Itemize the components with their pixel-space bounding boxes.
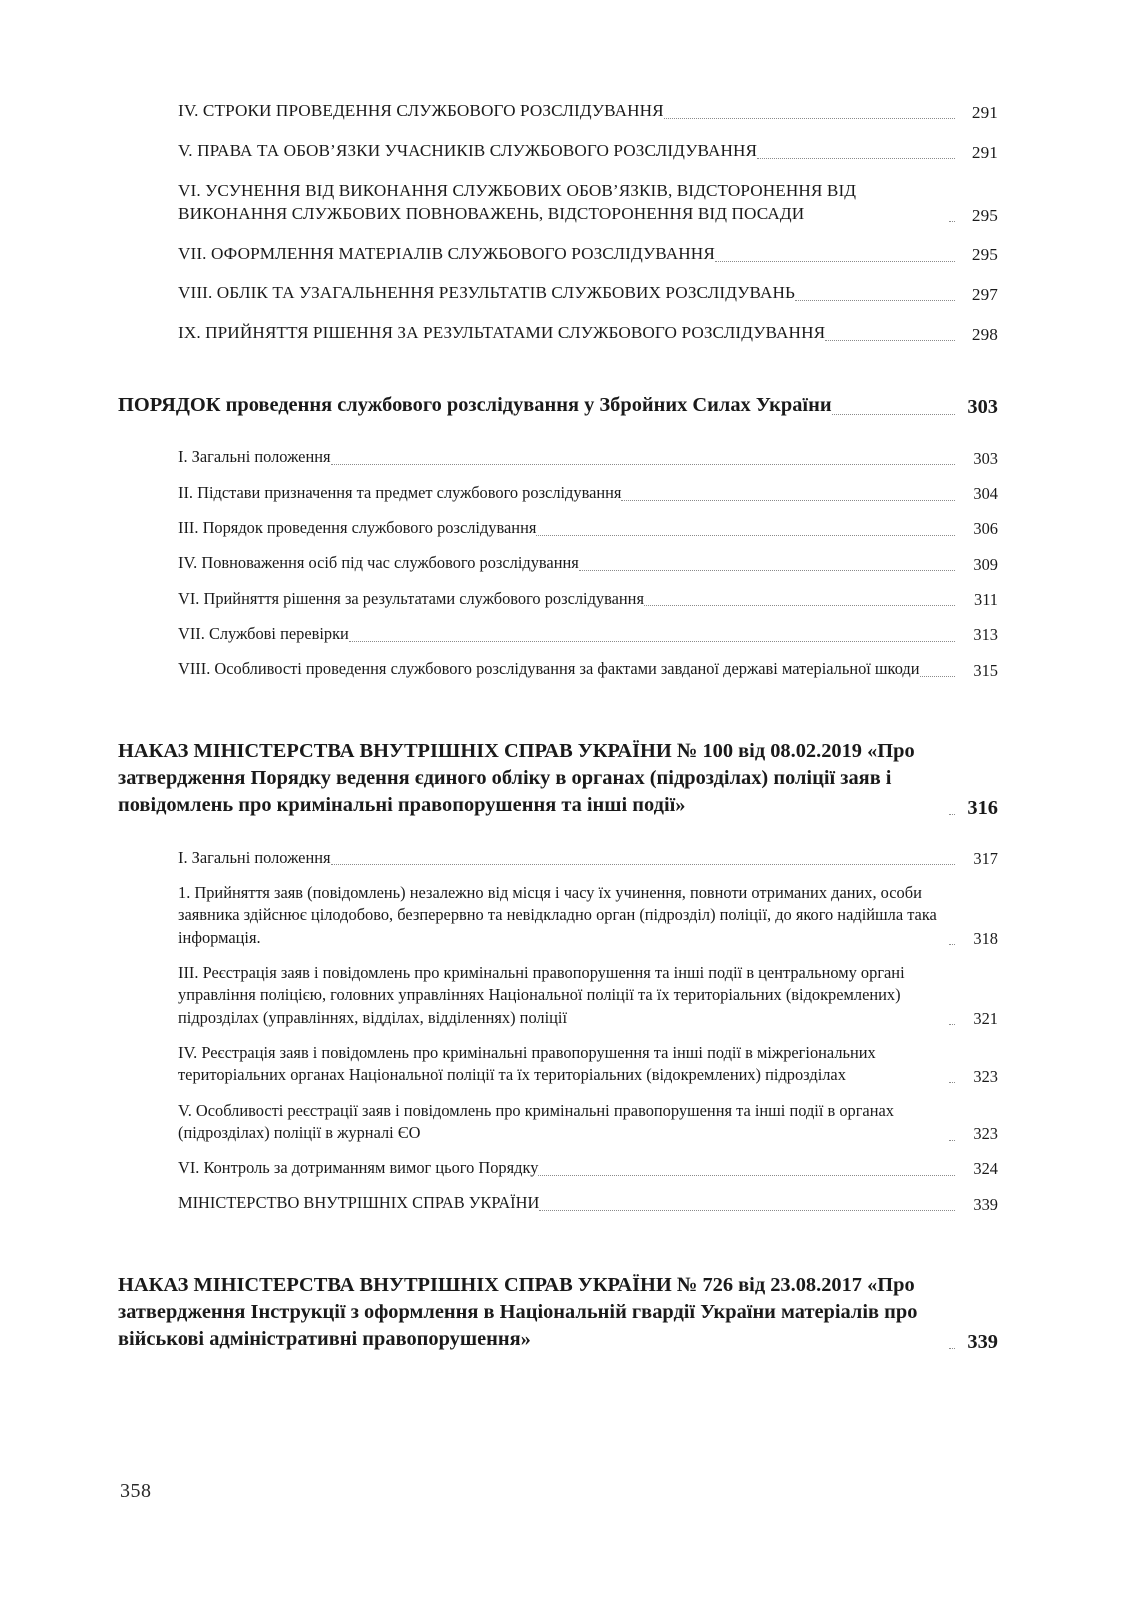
section-spacer bbox=[118, 694, 998, 738]
toc-entry-title: I. Загальні положення bbox=[178, 447, 331, 467]
toc-entry-title: V. Особливості реєстрації заяв і повідомлень про кримінальні правопорушення та інші події в органах (підрозділах) поліції в журналі ЄО bbox=[178, 1100, 894, 1142]
toc-entry-title: VI. УСУНЕННЯ ВІД ВИКОНАННЯ СЛУЖБОВИХ ОБОВ’ЯЗКІВ, ВІДСТОРОНЕННЯ ВІД ВИКОНАННЯ СЛУЖБОВИХ ПОВНОВАЖЕНЬ, ВІДСТОРОНЕННЯ ВІД ПОСАДИ bbox=[178, 180, 857, 223]
section-spacer bbox=[118, 833, 998, 847]
toc-entry[interactable] bbox=[178, 140, 998, 163]
dot-leader bbox=[331, 452, 955, 468]
toc-entry-title: VI. Прийняття рішення за результатами службового розслідування bbox=[178, 588, 644, 608]
toc-entry-page-number: 304 bbox=[973, 484, 998, 504]
toc-entry[interactable] bbox=[178, 243, 998, 266]
toc-entry-page-number: 321 bbox=[973, 1008, 998, 1028]
toc-entry-title: IV. СТРОКИ ПРОВЕДЕННЯ СЛУЖБОВОГО РОЗСЛІДУВАННЯ bbox=[178, 101, 664, 120]
toc-entry-page-number: 316 bbox=[967, 796, 998, 819]
toc-entry-title: IV. Повноваження осіб під час службового розслідування bbox=[178, 553, 579, 573]
toc-entry-title: IV. Реєстрація заяв і повідомлень про кримінальні правопорушення та інші події в міжрегіональних територіальних органах Національної поліції та їх територіальних (відокремлених) підрозділах bbox=[178, 1042, 876, 1085]
toc-entry-page-number: 311 bbox=[974, 590, 998, 610]
toc-entry[interactable] bbox=[178, 1192, 998, 1214]
section-spacer bbox=[118, 1228, 998, 1272]
dot-leader bbox=[757, 146, 955, 163]
toc-entry-title: VII. ОФОРМЛЕННЯ МАТЕРІАЛІВ СЛУЖБОВОГО РОЗСЛІДУВАННЯ bbox=[178, 243, 715, 263]
toc-entry-title: VI. Контроль за дотриманням вимог цього Порядку bbox=[178, 1158, 539, 1178]
toc-entry[interactable] bbox=[178, 588, 998, 610]
dot-leader bbox=[538, 1163, 955, 1179]
dot-leader bbox=[949, 933, 955, 949]
toc-entry[interactable] bbox=[178, 658, 998, 680]
toc-entry[interactable] bbox=[118, 738, 998, 820]
dot-leader bbox=[579, 558, 955, 574]
section-spacer bbox=[118, 362, 998, 392]
toc-entry[interactable] bbox=[178, 1157, 998, 1179]
dot-leader bbox=[644, 594, 955, 610]
toc-entry-page-number: 298 bbox=[971, 325, 998, 345]
toc-entry-page-number: 297 bbox=[971, 285, 998, 305]
toc-entry-title: IX. ПРИЙНЯТТЯ РІШЕННЯ ЗА РЕЗУЛЬТАТАМИ СЛУЖБОВОГО РОЗСЛІДУВАННЯ bbox=[178, 323, 826, 343]
dot-leader bbox=[331, 853, 955, 869]
toc-entry-page-number: 309 bbox=[973, 554, 998, 574]
table-of-contents bbox=[118, 100, 998, 1367]
dot-leader bbox=[621, 488, 955, 504]
toc-entry[interactable] bbox=[178, 552, 998, 574]
toc-entry-page-number: 339 bbox=[967, 1330, 998, 1353]
toc-entry-page-number: 306 bbox=[973, 519, 998, 539]
toc-entry[interactable] bbox=[178, 282, 998, 305]
toc-entry-page-number: 303 bbox=[973, 448, 998, 468]
dot-leader bbox=[825, 328, 955, 345]
toc-entry-title: 1. Прийняття заяв (повідомлень) незалежно від місця і часу їх учинення, повноти отриманих даних, особи заявника здійснює цілодобово, безперервно та невідкладно орган (підрозділ) поліції, до якого надійшла така інформація. bbox=[178, 883, 937, 947]
dot-leader bbox=[949, 799, 955, 819]
page-folio-number: 358 bbox=[120, 1480, 152, 1502]
toc-entry-page-number: 291 bbox=[971, 142, 998, 162]
toc-entry-page-number: 339 bbox=[973, 1194, 998, 1214]
toc-entry-title: II. Підстави призначення та предмет службового розслідування bbox=[178, 482, 622, 502]
dot-leader bbox=[795, 288, 955, 305]
dot-leader bbox=[949, 1012, 955, 1028]
dot-leader bbox=[536, 523, 955, 539]
toc-entry-title: VII. Службові перевірки bbox=[178, 624, 349, 644]
dot-leader bbox=[715, 248, 955, 265]
toc-entry[interactable] bbox=[178, 517, 998, 539]
toc-entry-title: МІНІСТЕРСТВО ВНУТРІШНІХ СПРАВ УКРАЇНИ bbox=[178, 1193, 540, 1213]
toc-entry-page-number: 323 bbox=[973, 1124, 998, 1144]
toc-entry[interactable] bbox=[118, 1272, 998, 1354]
section-spacer bbox=[118, 432, 998, 446]
toc-entry-page-number: 303 bbox=[967, 396, 998, 419]
toc-entry-title: НАКАЗ МІНІСТЕРСТВА ВНУТРІШНІХ СПРАВ УКРАЇНИ № 100 від 08.02.2019 «Про затвердження Порядку ведення єдиного обліку в органах (підрозділах) поліції заяв і повідомлень про кримінальні правопорушення та інші події» bbox=[118, 739, 915, 817]
toc-entry[interactable] bbox=[178, 623, 998, 645]
dot-leader bbox=[949, 1333, 955, 1353]
toc-entry-title: I. Загальні положення bbox=[178, 847, 331, 867]
toc-entry[interactable] bbox=[178, 446, 998, 468]
dot-leader bbox=[539, 1198, 955, 1214]
toc-entry-page-number: 315 bbox=[973, 660, 998, 680]
toc-entry-title: VIII. ОБЛІК ТА УЗАГАЛЬНЕННЯ РЕЗУЛЬТАТІВ СЛУЖБОВИХ РОЗСЛІДУВАНЬ bbox=[178, 283, 796, 303]
toc-entry-title: ПОРЯДОК проведення службового розслідування у Збройних Силах України bbox=[118, 394, 832, 417]
toc-entry[interactable] bbox=[178, 847, 998, 869]
toc-entry-title: V. ПРАВА ТА ОБОВ’ЯЗКИ УЧАСНИКІВ СЛУЖБОВОГО РОЗСЛІДУВАННЯ bbox=[178, 140, 758, 160]
toc-entry-title: III. Реєстрація заяв і повідомлень про кримінальні правопорушення та інші події в центральному органі управління поліцією, головних управліннях Національної поліції та їх територіальних (відокремлених) підрозділах (управліннях, відділах, відділеннях) поліції bbox=[178, 962, 905, 1027]
dot-leader bbox=[664, 106, 955, 123]
toc-entry-page-number: 295 bbox=[971, 205, 998, 225]
toc-entry[interactable] bbox=[178, 322, 998, 345]
dot-leader bbox=[949, 1070, 955, 1086]
toc-entry-page-number: 317 bbox=[973, 849, 998, 868]
dot-leader bbox=[920, 664, 955, 680]
toc-entry[interactable] bbox=[178, 1100, 998, 1145]
toc-entry[interactable] bbox=[178, 1042, 998, 1087]
toc-entry-page-number: 291 bbox=[971, 102, 998, 122]
toc-entry-title: НАКАЗ МІНІСТЕРСТВА ВНУТРІШНІХ СПРАВ УКРАЇНИ № 726 від 23.08.2017 «Про затвердження Інструкції з оформлення в Національній гвардії України матеріалів про військові адміністративні правопорушення» bbox=[118, 1273, 918, 1351]
toc-entry-page-number: 318 bbox=[973, 928, 998, 948]
toc-entry[interactable] bbox=[178, 962, 998, 1029]
toc-entry[interactable] bbox=[178, 482, 998, 504]
toc-entry-title: III. Порядок проведення службового розслідування bbox=[178, 518, 537, 538]
toc-entry-page-number: 324 bbox=[973, 1159, 998, 1179]
toc-entry[interactable] bbox=[178, 882, 998, 949]
toc-entry[interactable] bbox=[118, 392, 998, 419]
toc-entry[interactable] bbox=[178, 180, 998, 226]
dot-leader bbox=[949, 1128, 955, 1144]
dot-leader bbox=[949, 208, 955, 225]
toc-entry-page-number: 313 bbox=[973, 625, 998, 645]
toc-entry-page-number: 295 bbox=[971, 245, 998, 265]
toc-entry-title: VIII. Особливості проведення службового розслідування за фактами завданої державі матеріальної шкоди bbox=[178, 659, 920, 679]
toc-entry[interactable] bbox=[178, 100, 998, 123]
toc-entry-page-number: 323 bbox=[973, 1066, 998, 1086]
dot-leader bbox=[349, 629, 955, 645]
dot-leader bbox=[832, 399, 955, 419]
